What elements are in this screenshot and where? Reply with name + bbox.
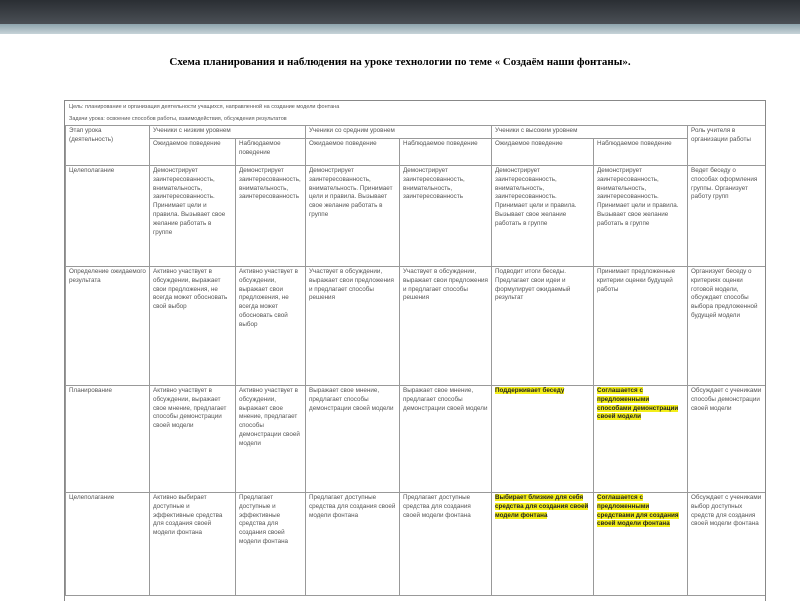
table-cell: Участвует в обсуждении, выражает свои предложения и предлагает способы решения bbox=[400, 267, 492, 386]
header-teacher-role: Роль учителя в организации работы bbox=[688, 126, 766, 166]
table-cell: Предлагает доступные средства для создания своей модели фонтана bbox=[306, 493, 400, 596]
table-row bbox=[66, 386, 766, 493]
row-label: Определение ожидаемого результата bbox=[66, 267, 150, 386]
table-row bbox=[66, 267, 766, 386]
slide-top-bar bbox=[0, 0, 800, 24]
table-cell: Демонстрирует заинтересованность, внимательность, заинтересованность. Принимает цели и правила. Вызывает свое желание работать в группе bbox=[150, 166, 236, 267]
table-cell: Обсуждает с учениками выбор доступных средств для создания своей модели фонтана bbox=[688, 493, 766, 596]
table-cell-highlight bbox=[492, 386, 594, 493]
subheader-cell: Ожидаемое поведение bbox=[150, 139, 236, 166]
subheader-cell: Наблюдаемое поведение bbox=[594, 139, 688, 166]
highlight-text: Соглашается с предложенными средствами для создания своей модели фонтана bbox=[597, 494, 679, 528]
table-row bbox=[66, 493, 766, 596]
subheader-cell: Наблюдаемое поведение bbox=[400, 139, 492, 166]
planning-table bbox=[65, 125, 766, 596]
doc-intro-line: Цель: планирование и организация деятельности учащихся, направленной на создание модели фонтана bbox=[69, 104, 340, 110]
table-cell: Демонстрирует заинтересованность, внимательность. Принимает цели и правила. Вызывает свое желание работать в группе bbox=[306, 166, 400, 267]
table-cell: Выражает свое мнение, предлагает способы демонстрации своей модели bbox=[400, 386, 492, 493]
table-cell: Участвует в обсуждении, выражает свои предложения и предлагает способы решения bbox=[306, 267, 400, 386]
table-cell: Активно выбирает доступные и эффективные средства для создания своей модели фонтана bbox=[150, 493, 236, 596]
table-cell: Предлагает доступные средства для создания своей модели фонтана bbox=[400, 493, 492, 596]
row-label: Целеполагание bbox=[66, 493, 150, 596]
subheader-cell: Наблюдаемое поведение bbox=[236, 139, 306, 166]
table-cell: Активно участвует в обсуждении, выражает свое мнение, предлагает способы демонстрации своей модели bbox=[150, 386, 236, 493]
doc-intro-line: Задачи урока: освоение способов работы, взаимодействия, обсуждения результатов bbox=[69, 116, 287, 122]
header-high-level: Ученики с высоким уровнем bbox=[492, 126, 688, 139]
subheader-cell: Ожидаемое поведение bbox=[492, 139, 594, 166]
document-scan bbox=[64, 100, 766, 601]
table-cell: Демонстрирует заинтересованность, внимательность, заинтересованность bbox=[236, 166, 306, 267]
table-cell: Активно участвует в обсуждении, выражает свои предложения, не всегда может обосновать свой выбор bbox=[236, 267, 306, 386]
row-label: Целеполагание bbox=[66, 166, 150, 267]
table-cell: Демонстрирует заинтересованность, внимательность, заинтересованность bbox=[400, 166, 492, 267]
table-cell: Демонстрирует заинтересованность, внимательность, заинтересованность. Принимает цели и правила. Вызывает свое желание работать в группе bbox=[594, 166, 688, 267]
highlight-text: Соглашается с предложенными способами демонстрации своей модели bbox=[597, 387, 679, 421]
highlight-text: Выбирает близкие для себя средства для создания своей модели фонтана bbox=[495, 494, 589, 519]
slide-title: Схема планирования и наблюдения на уроке технологии по теме « Создаём наши фонтаны». bbox=[169, 56, 631, 68]
table-row bbox=[66, 166, 766, 267]
table-cell: Организует беседу о критериях оценки готовой модели, обсуждает способы выбора предложенной будущей модели bbox=[688, 267, 766, 386]
table-header-row bbox=[66, 126, 766, 139]
table-cell: Обсуждает с учениками способы демонстрации своей модели bbox=[688, 386, 766, 493]
table-cell: Ведет беседу о способах оформления группы. Организует работу групп bbox=[688, 166, 766, 267]
header-stage: Этап урока (деятельность) bbox=[66, 126, 150, 166]
table-cell: Активно участвует в обсуждении, выражает свое мнение, предлагает способы демонстрации своей модели bbox=[236, 386, 306, 493]
table-cell: Принимает предложенные критерии оценки будущей работы bbox=[594, 267, 688, 386]
table-cell-highlight bbox=[492, 493, 594, 596]
header-low-level: Ученики с низким уровнем bbox=[150, 126, 306, 139]
table-cell: Активно участвует в обсуждении, выражает свои предложения, не всегда может обосновать свой выбор bbox=[150, 267, 236, 386]
header-mid-level: Ученики со средним уровнем bbox=[306, 126, 492, 139]
table-cell-highlight bbox=[594, 493, 688, 596]
table-cell: Подводит итоги беседы. Предлагает свои идеи и формулирует ожидаемый результат bbox=[492, 267, 594, 386]
row-label: Планирование bbox=[66, 386, 150, 493]
table-cell: Демонстрирует заинтересованность, внимательность, заинтересованность. Принимает цели и правила. Вызывает свое желание работать в группе bbox=[492, 166, 594, 267]
table-cell-highlight bbox=[594, 386, 688, 493]
table-subheader-row bbox=[66, 139, 766, 166]
highlight-text: Поддерживает беседу bbox=[495, 387, 565, 394]
subheader-cell: Ожидаемое поведение bbox=[306, 139, 400, 166]
table-cell: Предлагает доступные и эффективные средства для создания своей модели фонтана bbox=[236, 493, 306, 596]
slide-top-band bbox=[0, 24, 800, 34]
table-cell: Выражает свое мнение, предлагает способы демонстрации своей модели bbox=[306, 386, 400, 493]
